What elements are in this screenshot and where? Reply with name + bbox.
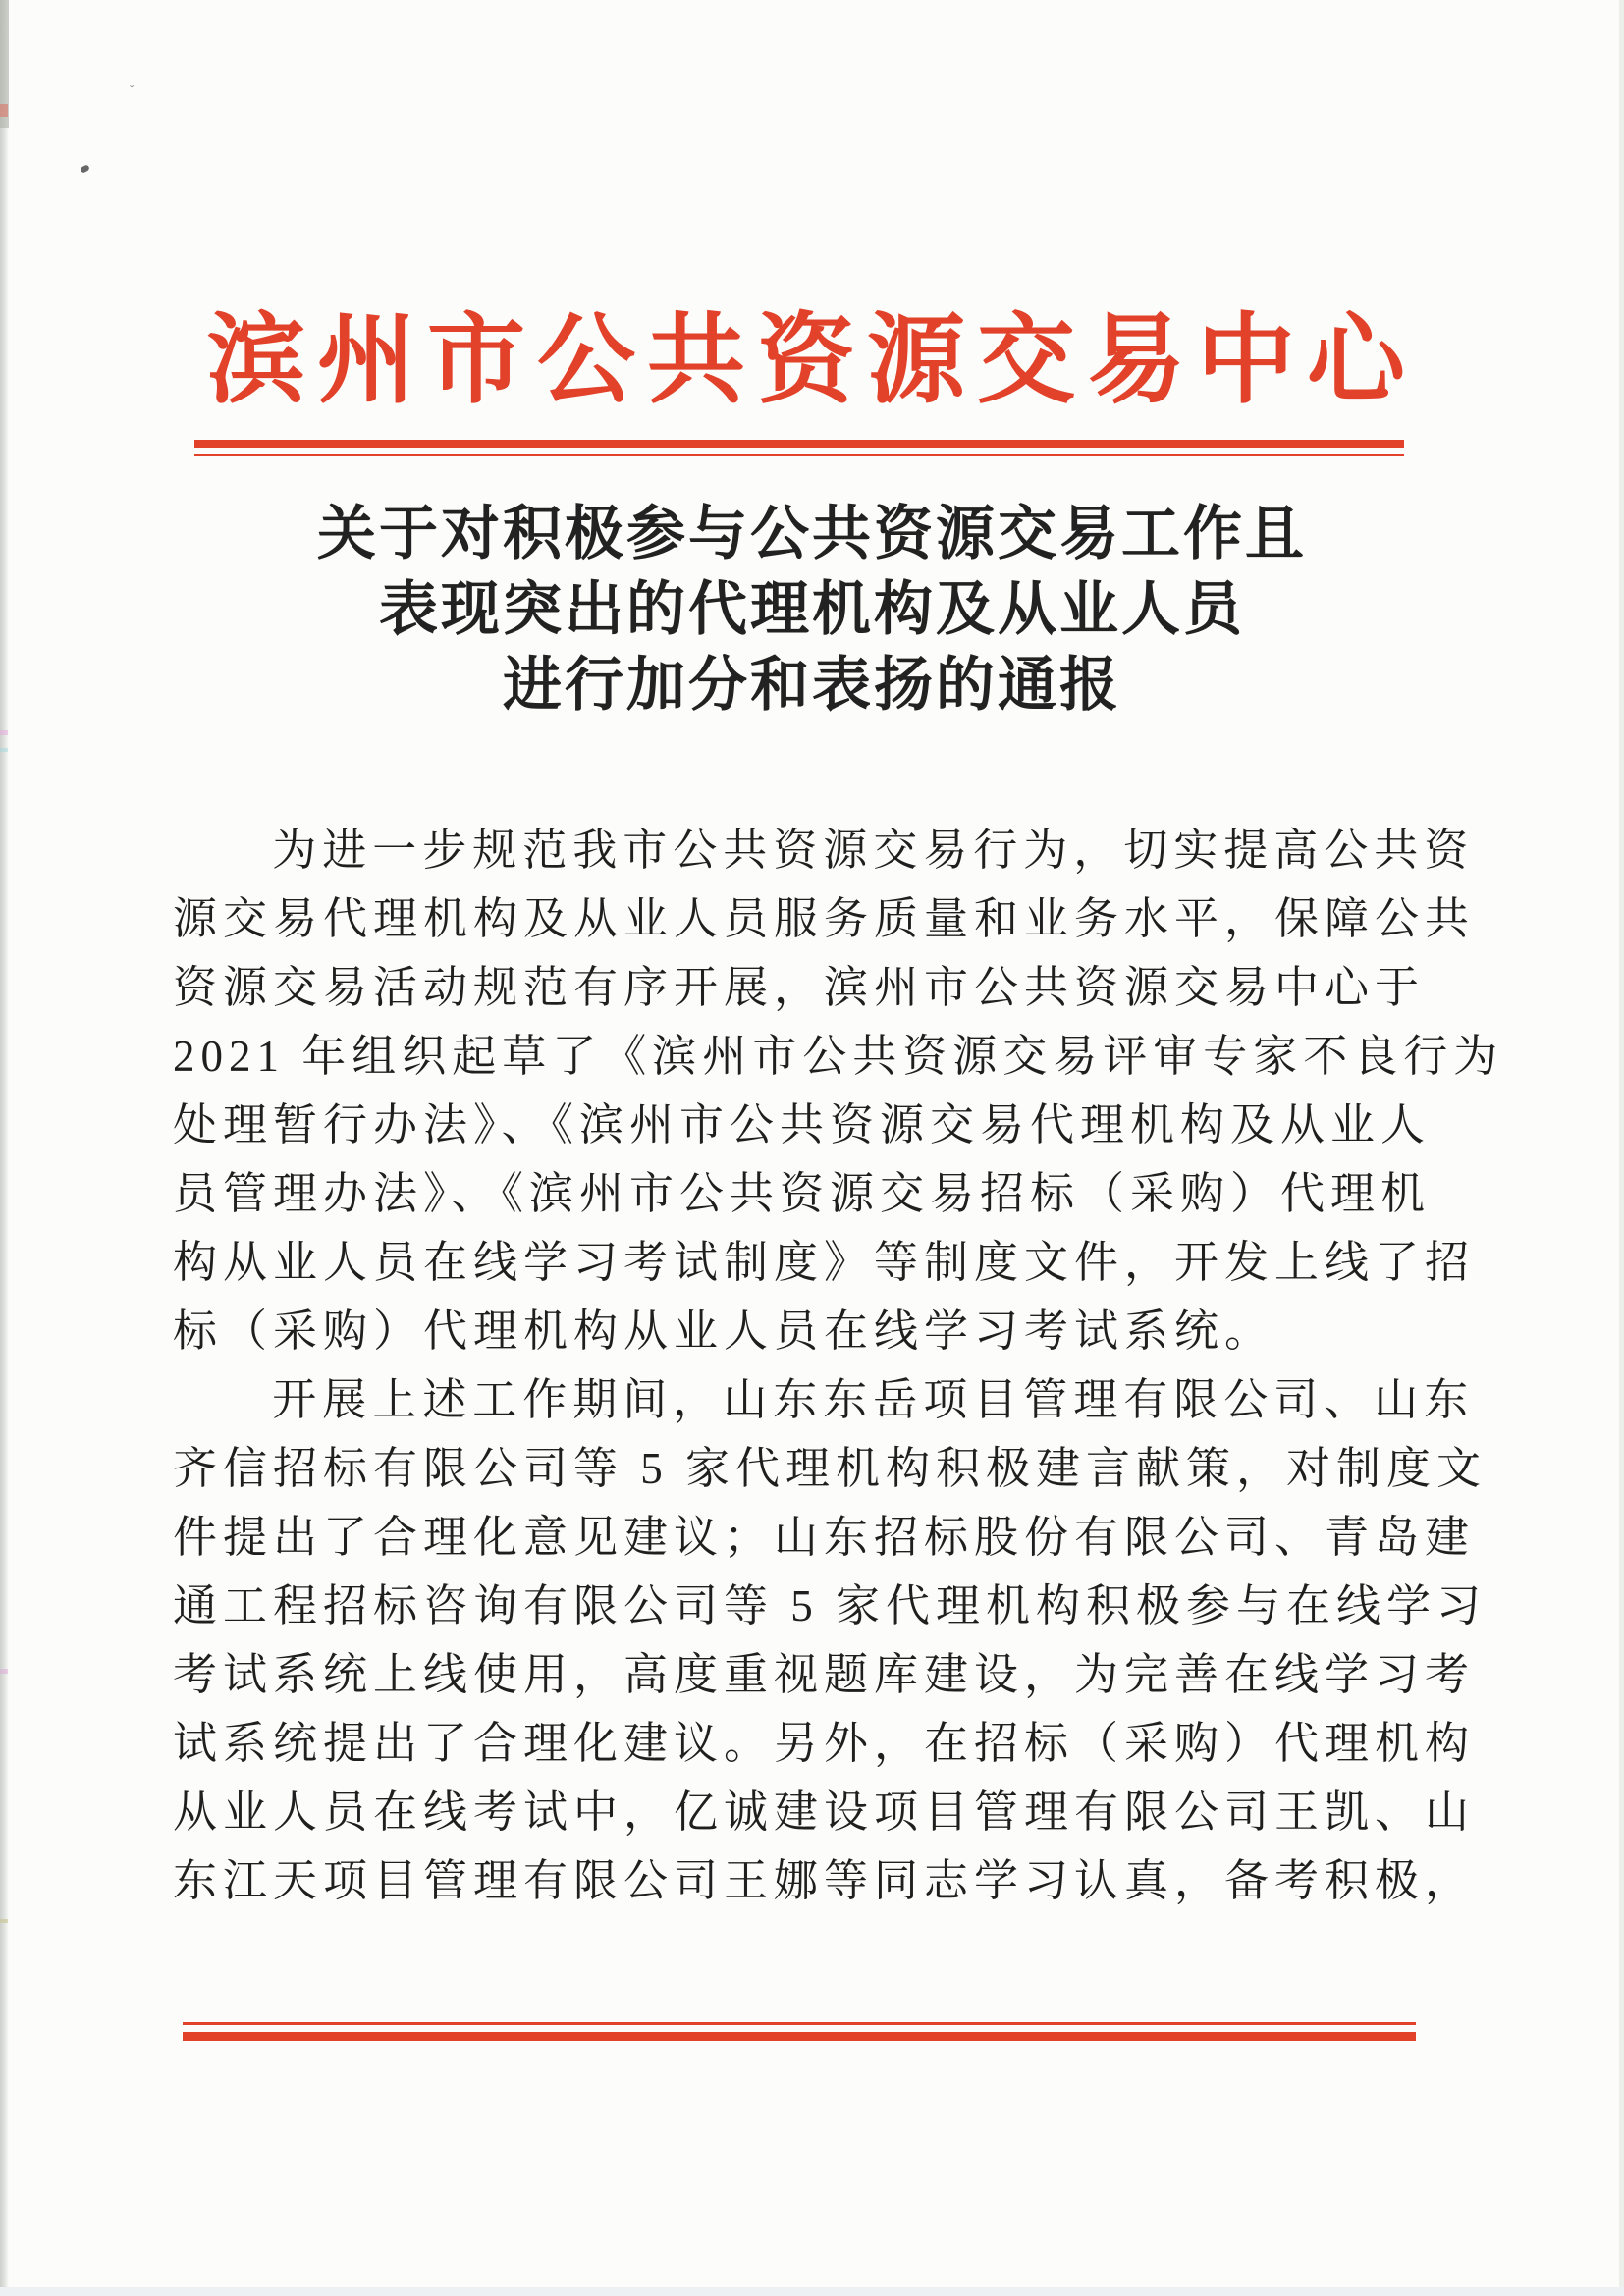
scan-tick-mark xyxy=(0,1669,8,1674)
body-text-line: 处理暂行办法》、《滨州市公共资源交易代理机构及从业人 xyxy=(173,1100,1432,1149)
body-text-line: 东江天项目管理有限公司王娜等同志学习认真，备考积极， xyxy=(173,1856,1476,1905)
scan-tick-mark xyxy=(0,1919,8,1923)
body-text-line: 齐信招标有限公司等 5 家代理机构积极建言献策，对制度文 xyxy=(173,1444,1488,1493)
body-text-line: 源交易代理机构及从业人员服务质量和业务水平，保障公共 xyxy=(173,894,1476,943)
body-text-line: 标（采购）代理机构从业人员在线学习考试系统。 xyxy=(173,1307,1275,1356)
red-separator-top-thin-line xyxy=(194,454,1404,456)
document-title-line: 表现突出的代理机构及从业人员 xyxy=(379,577,1245,642)
red-separator-top-thick-line xyxy=(194,440,1404,448)
body-text-line: 通工程招标咨询有限公司等 5 家代理机构积极参与在线学习 xyxy=(173,1581,1488,1630)
scan-edge-bottom xyxy=(0,2287,1624,2296)
letterhead-org-name: 滨州市公共资源交易中心 xyxy=(207,306,1417,415)
body-text-line: 从业人员在线考试中，亿诚建设项目管理有限公司王凯、山 xyxy=(173,1788,1476,1837)
scan-speck xyxy=(80,164,90,174)
red-separator-bottom-thick-line xyxy=(183,2032,1416,2041)
red-separator-top xyxy=(194,440,1404,456)
document-title-line: 关于对积极参与公共资源交易工作且 xyxy=(317,502,1307,566)
body-text-line: 员管理办法》、《滨州市公共资源交易招标（采购）代理机 xyxy=(173,1169,1432,1218)
body-text-line: 构从业人员在线学习考试制度》等制度文件，开发上线了招 xyxy=(173,1238,1476,1287)
scan-tick-mark xyxy=(0,730,8,735)
document-body xyxy=(173,816,1504,1915)
document-title-line: 进行加分和表扬的通报 xyxy=(503,653,1121,718)
red-separator-bottom xyxy=(183,2022,1416,2041)
body-text-line: 资源交易活动规范有序开展，滨州市公共资源交易中心于 xyxy=(173,963,1426,1012)
scan-tick-mark xyxy=(0,748,8,752)
document-title xyxy=(0,497,1624,723)
body-text-line: 2021 年组织起草了《滨州市公共资源交易评审专家不良行为 xyxy=(173,1032,1504,1081)
body-text-line: 试系统提出了合理化建议。另外，在招标（采购）代理机构 xyxy=(173,1719,1476,1768)
body-text-line: 开展上述工作期间，山东东岳项目管理有限公司、山东 xyxy=(272,1375,1475,1424)
body-text-line: 件提出了合理化意见建议；山东招标股份有限公司、青岛建 xyxy=(173,1513,1476,1562)
scan-speck xyxy=(130,86,139,93)
body-text-line: 为进一步规范我市公共资源交易行为，切实提高公共资 xyxy=(272,826,1475,875)
scan-tick-mark xyxy=(0,104,8,117)
body-text-line: 考试系统上线使用，高度重视题库建设，为完善在线学习考 xyxy=(173,1650,1476,1699)
red-separator-bottom-thin-line xyxy=(183,2022,1416,2025)
